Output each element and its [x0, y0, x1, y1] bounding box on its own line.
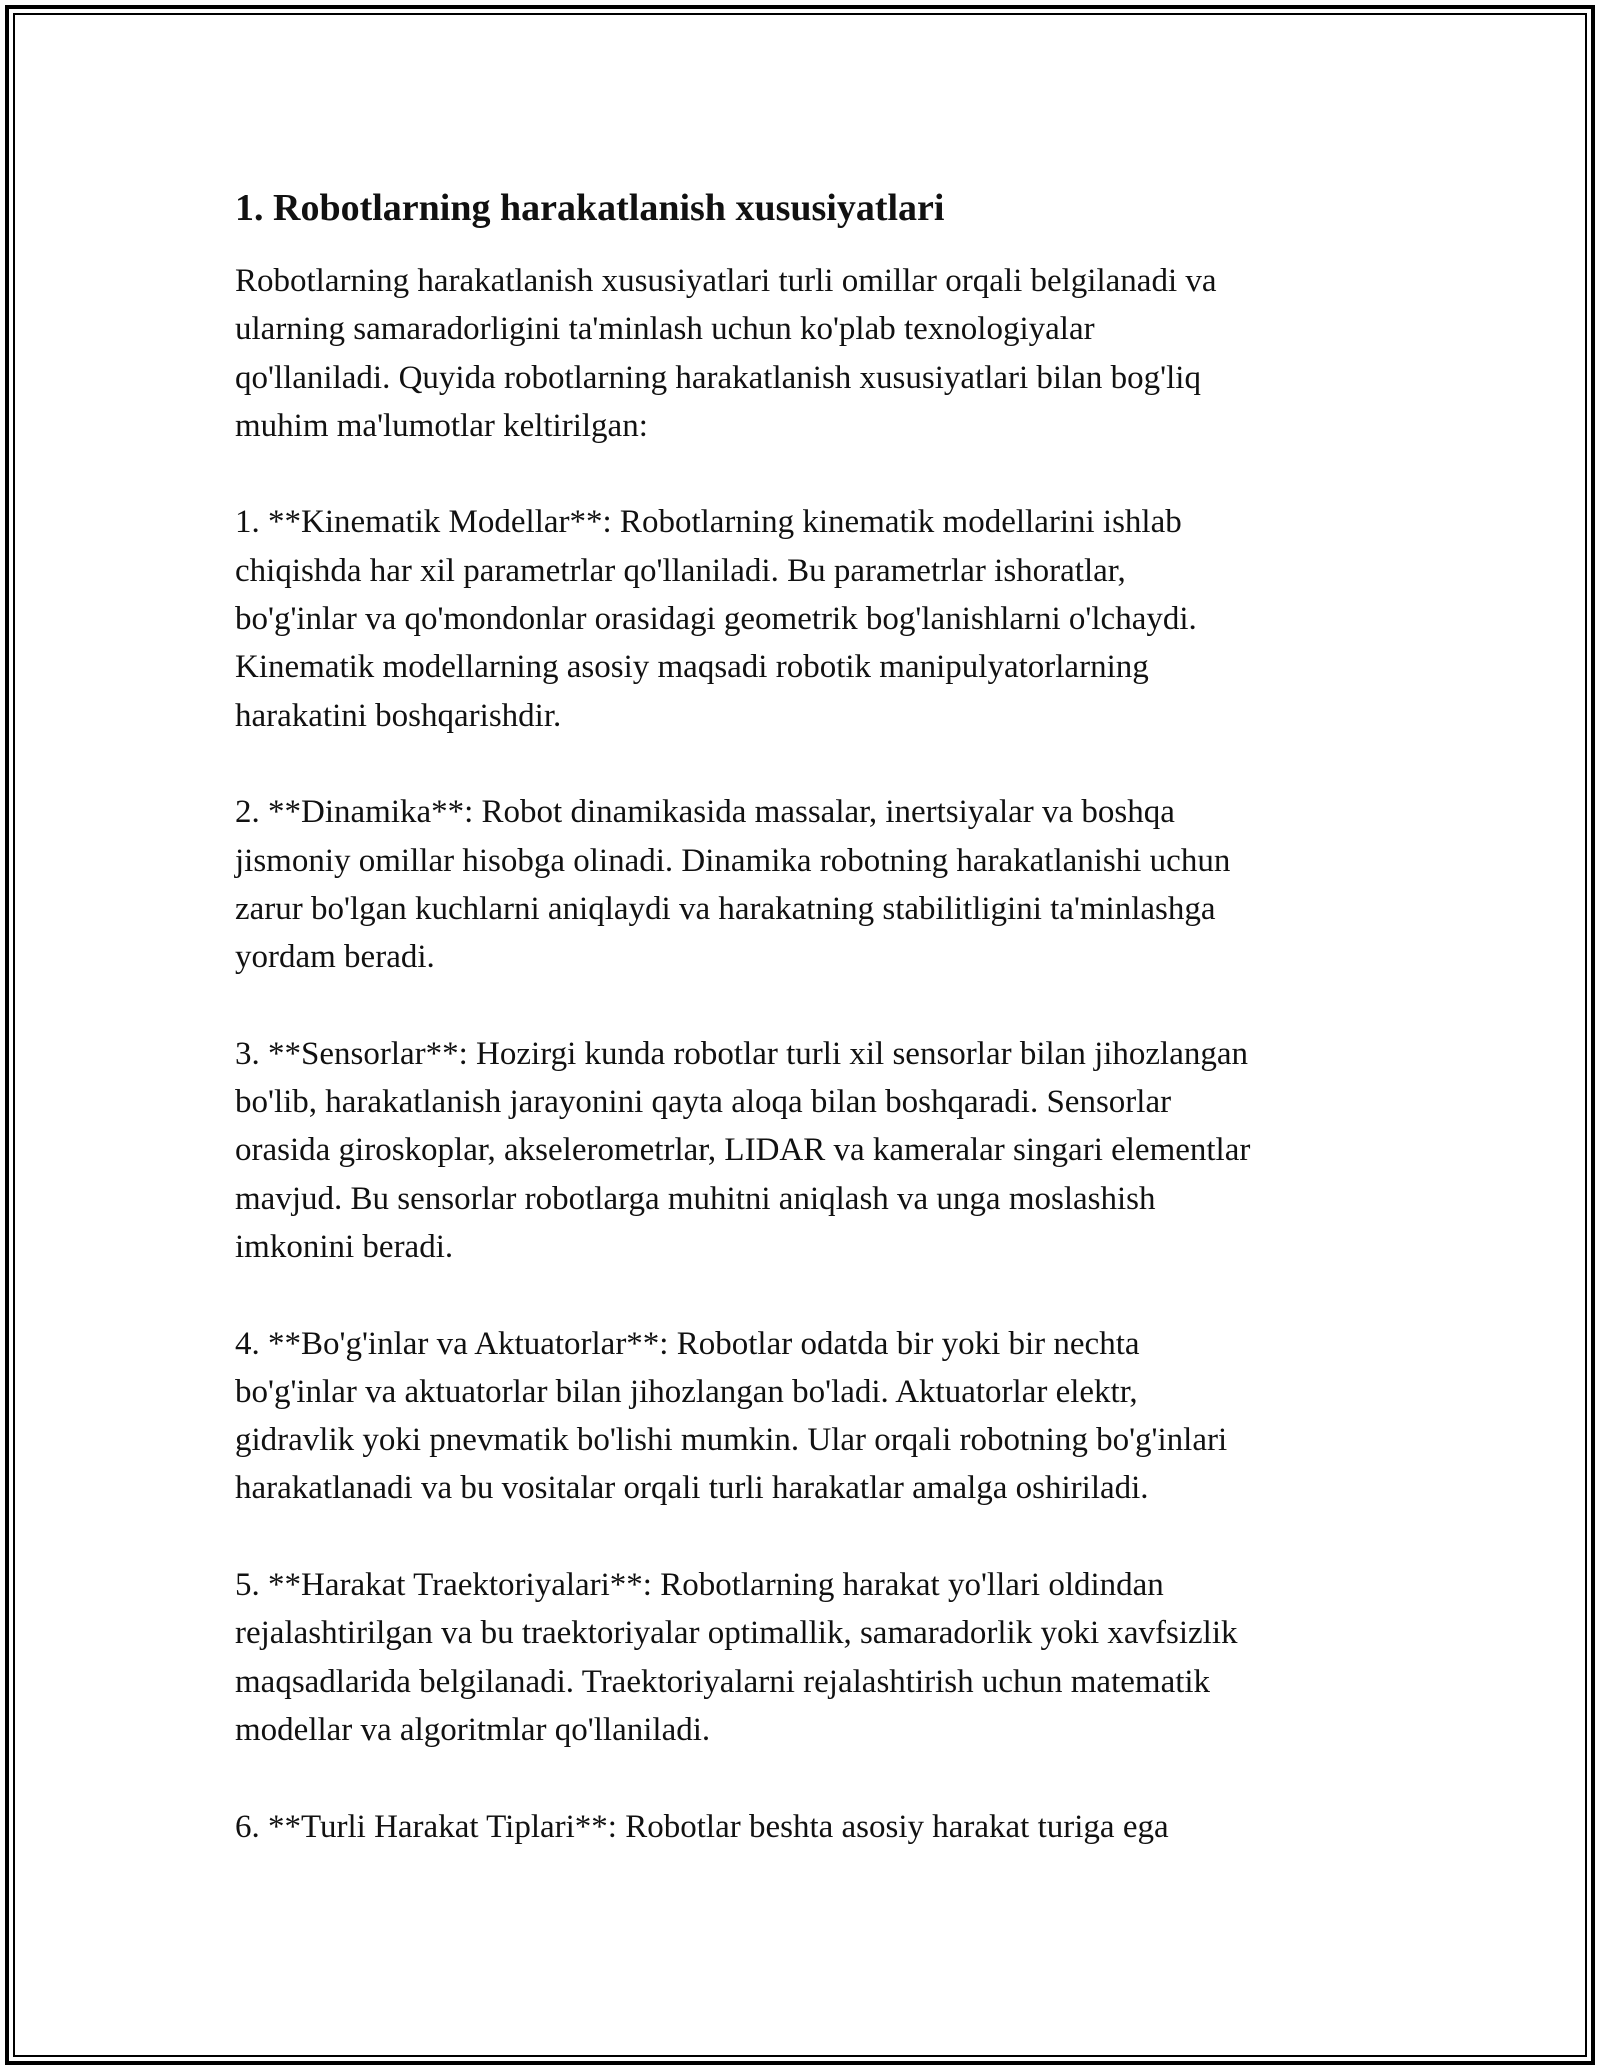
list-item-paragraph — [235, 788, 1385, 981]
text-line: jismoniy omillar hisobga olinadi. Dinamika robotning harakatlanishi uchun — [235, 842, 1231, 879]
intro-paragraph — [235, 257, 1385, 450]
text-line: 1. **Kinematik Modellar**: Robotlarning kinematik modellarini ishlab — [235, 504, 1182, 541]
text-line: 5. **Harakat Traektoriyalari**: Robotlarning harakat yo'llari oldindan — [235, 1567, 1164, 1604]
text-line: 4. **Bo'g'inlar va Aktuatorlar**: Robotlar odatda bir yoki bir nechta — [235, 1325, 1140, 1362]
text-line: orasida giroskoplar, akselerometrlar, LIDAR va kameralar singari elementlar — [235, 1132, 1251, 1169]
text-line: modellar va algoritmlar qo'llaniladi. — [235, 1711, 711, 1748]
text-line: Robotlarning harakatlanish xususiyatlari turli omillar orqali belgilanadi va — [235, 263, 1217, 299]
document-body — [235, 185, 1385, 1899]
list-item-paragraph — [235, 1320, 1385, 1513]
text-line: muhim ma'lumotlar keltirilgan: — [235, 407, 648, 444]
text-line: 2. **Dinamika**: Robot dinamikasida massalar, inertsiyalar va boshqa — [235, 794, 1175, 831]
text-line: bo'lib, harakatlanish jarayonini qayta aloqa bilan boshqaradi. Sensorlar — [235, 1084, 1172, 1121]
text-line: ularning samaradorligini ta'minlash uchun ko'plab texnologiyalar — [235, 311, 1095, 348]
text-line: zarur bo'lgan kuchlarni aniqlaydi va harakatning stabilitligini ta'minlashga — [235, 890, 1216, 927]
text-line: qo'llaniladi. Quyida robotlarning harakatlanish xususiyatlari bilan bog'liq — [235, 359, 1201, 396]
section-heading: 1. Robotlarning harakatlanish xususiyatlari — [235, 187, 945, 229]
text-line: yordam beradi. — [235, 939, 435, 976]
text-line: harakatlanadi va bu vositalar orqali turli harakatlar amalga oshiriladi. — [235, 1470, 1149, 1507]
text-line: bo'g'inlar va aktuatorlar bilan jihozlangan bo'ladi. Aktuatorlar elektr, — [235, 1373, 1138, 1410]
text-line: 3. **Sensorlar**: Hozirgi kunda robotlar turli xil sensorlar bilan jihozlangan — [235, 1035, 1249, 1072]
text-line: harakatini boshqarishdir. — [235, 697, 562, 734]
text-line: imkonini beradi. — [235, 1228, 454, 1265]
text-line: Kinematik modellarning asosiy maqsadi robotik manipulyatorlarning — [235, 649, 1149, 686]
list-item-paragraph — [235, 498, 1385, 739]
text-line: gidravlik yoki pnevmatik bo'lishi mumkin. Ular orqali robotning bo'g'inlari — [235, 1422, 1228, 1459]
list-item-paragraph — [235, 1030, 1385, 1271]
list-item-paragraph — [235, 1803, 1385, 1851]
text-line: maqsadlarida belgilanadi. Traektoriyalarni rejalashtirish uchun matematik — [235, 1663, 1211, 1700]
text-line: 6. **Turli Harakat Tiplari**: Robotlar beshta asosiy harakat turiga ega — [235, 1808, 1169, 1845]
text-line: mavjud. Bu sensorlar robotlarga muhitni aniqlash va unga moslashish — [235, 1180, 1156, 1217]
text-line: rejalashtirilgan va bu traektoriyalar optimallik, samaradorlik yoki xavfsizlik — [235, 1615, 1238, 1652]
text-line: bo'g'inlar va qo'mondonlar orasidagi geometrik bog'lanishlarni o'lchaydi. — [235, 601, 1197, 638]
text-line: chiqishda har xil parametrlar qo'llaniladi. Bu parametrlar ishoratlar, — [235, 552, 1126, 589]
paragraph-list — [235, 257, 1385, 1851]
list-item-paragraph — [235, 1561, 1385, 1754]
